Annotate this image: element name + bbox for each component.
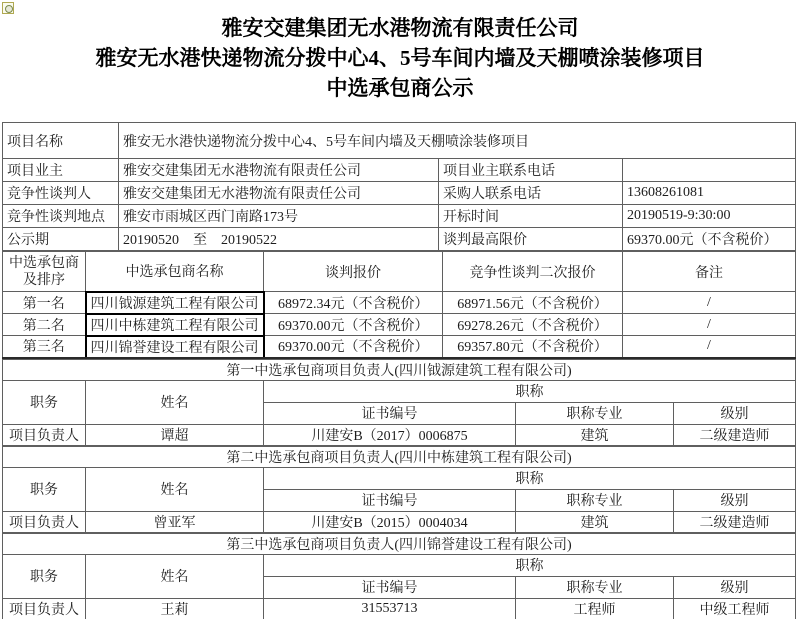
table-row (3, 228, 796, 251)
major-cell: 建筑 (516, 511, 674, 532)
open-time-value: 20190519-9:30:00 (623, 205, 796, 228)
manager-section-3 (2, 533, 796, 619)
section-data-row (3, 598, 796, 619)
project-info-table (2, 122, 796, 251)
major-header: 职称专业 (516, 489, 674, 511)
owner-phone-label: 项目业主联系电话 (439, 159, 623, 182)
table-row (3, 205, 796, 228)
rank-header: 中选承包商及排序 (3, 252, 86, 292)
location-value: 雅安市雨城区西门南路173号 (119, 205, 439, 228)
name-header: 姓名 (86, 554, 264, 598)
manager-section-1 (2, 359, 796, 446)
rank-cell: 第三名 (3, 336, 86, 358)
duty-cell: 项目负责人 (3, 424, 86, 445)
section-header-row (3, 380, 796, 402)
section-title-row (3, 359, 796, 380)
level-cell: 二级建造师 (674, 511, 796, 532)
price1-cell: 69370.00元（不含税价） (264, 336, 443, 358)
major-cell: 建筑 (516, 424, 674, 445)
location-label: 竞争性谈判地点 (3, 205, 119, 228)
level-cell: 二级建造师 (674, 424, 796, 445)
max-price-value: 69370.00元（不含税价） (623, 228, 796, 251)
contractor-name-cell: 四川中栋建筑工程有限公司 (86, 314, 264, 336)
section-title-row (3, 533, 796, 554)
price1-cell: 69370.00元（不含税价） (264, 314, 443, 336)
buyer-phone-value: 13608261081 (623, 182, 796, 205)
cert-cell: 川建安B（2015）0004034 (264, 511, 516, 532)
bid-ranking-table (2, 251, 796, 359)
section-header-row (3, 467, 796, 489)
bid-row-3 (3, 336, 796, 358)
table-row (3, 182, 796, 205)
title-line-project: 雅安无水港快递物流分拨中心4、5号车间内墙及天棚喷涂装修项目 (95, 46, 705, 70)
cert-cell: 31553713 (264, 598, 516, 619)
price1-cell: 68972.34元（不含税价） (264, 292, 443, 314)
level-header: 级别 (674, 489, 796, 511)
duty-header: 职务 (3, 467, 86, 511)
price1-header: 谈判报价 (264, 252, 443, 292)
note-cell: / (623, 336, 796, 358)
project-name-label: 项目名称 (3, 123, 119, 159)
title-line-company: 雅安交建集团无水港物流有限责任公司 (221, 16, 579, 40)
rank-cell: 第一名 (3, 292, 86, 314)
note-header: 备注 (623, 252, 796, 292)
cert-header: 证书编号 (264, 576, 516, 598)
major-header: 职称专业 (516, 576, 674, 598)
section-header-row (3, 554, 796, 576)
max-price-label: 谈判最高限价 (439, 228, 623, 251)
negotiator-value: 雅安交建集团无水港物流有限责任公司 (119, 182, 439, 205)
publicity-period-value: 20190520 至 20190522 (119, 228, 439, 251)
negotiator-label: 竞争性谈判人 (3, 182, 119, 205)
major-cell: 工程师 (516, 598, 674, 619)
rank-cell: 第二名 (3, 314, 86, 336)
owner-phone-value (623, 159, 796, 182)
name-cell: 王莉 (86, 598, 264, 619)
broken-image-dot (5, 5, 13, 13)
title-line-announcement: 中选承包商公示 (326, 76, 474, 100)
publicity-period-label: 公示期 (3, 228, 119, 251)
page-title (0, 13, 800, 103)
bid-header-row (3, 252, 796, 292)
name-header: 姓名 (86, 380, 264, 424)
open-time-label: 开标时间 (439, 205, 623, 228)
contractor-name-cell: 四川锦誉建设工程有限公司 (86, 336, 264, 358)
title-group-header: 职称 (264, 467, 796, 489)
section-title: 第一中选承包商项目负责人(四川钺源建筑工程有限公司) (3, 359, 796, 380)
cert-cell: 川建安B（2017）0006875 (264, 424, 516, 445)
note-cell: / (623, 292, 796, 314)
table-row (3, 159, 796, 182)
contractor-name-cell: 四川钺源建筑工程有限公司 (86, 292, 264, 314)
cert-header: 证书编号 (264, 402, 516, 424)
name-header: 姓名 (86, 467, 264, 511)
section-data-row (3, 424, 796, 445)
major-header: 职称专业 (516, 402, 674, 424)
section-data-row (3, 511, 796, 532)
title-table-gap (0, 103, 800, 122)
note-cell: / (623, 314, 796, 336)
owner-label: 项目业主 (3, 159, 119, 182)
owner-value: 雅安交建集团无水港物流有限责任公司 (119, 159, 439, 182)
name-cell: 曾亚军 (86, 511, 264, 532)
section-title: 第二中选承包商项目负责人(四川中栋建筑工程有限公司) (3, 446, 796, 467)
duty-header: 职务 (3, 380, 86, 424)
buyer-phone-label: 采购人联系电话 (439, 182, 623, 205)
name-cell: 谭超 (86, 424, 264, 445)
section-title-row (3, 446, 796, 467)
section-title: 第三中选承包商项目负责人(四川锦誉建设工程有限公司) (3, 533, 796, 554)
table-row (3, 123, 796, 159)
price2-cell: 69357.80元（不含税价） (443, 336, 623, 358)
price2-cell: 68971.56元（不含税价） (443, 292, 623, 314)
price2-cell: 69278.26元（不含税价） (443, 314, 623, 336)
level-header: 级别 (674, 576, 796, 598)
duty-cell: 项目负责人 (3, 511, 86, 532)
level-header: 级别 (674, 402, 796, 424)
cert-header: 证书编号 (264, 489, 516, 511)
bid-row-1 (3, 292, 796, 314)
bid-row-2 (3, 314, 796, 336)
duty-cell: 项目负责人 (3, 598, 86, 619)
price2-header: 竞争性谈判二次报价 (443, 252, 623, 292)
broken-image-icon (2, 2, 14, 14)
contractor-name-header: 中选承包商名称 (86, 252, 264, 292)
title-group-header: 职称 (264, 554, 796, 576)
duty-header: 职务 (3, 554, 86, 598)
level-cell: 中级工程师 (674, 598, 796, 619)
title-group-header: 职称 (264, 380, 796, 402)
project-name-value: 雅安无水港快递物流分拨中心4、5号车间内墙及天棚喷涂装修项目 (119, 123, 796, 159)
manager-section-2 (2, 446, 796, 533)
